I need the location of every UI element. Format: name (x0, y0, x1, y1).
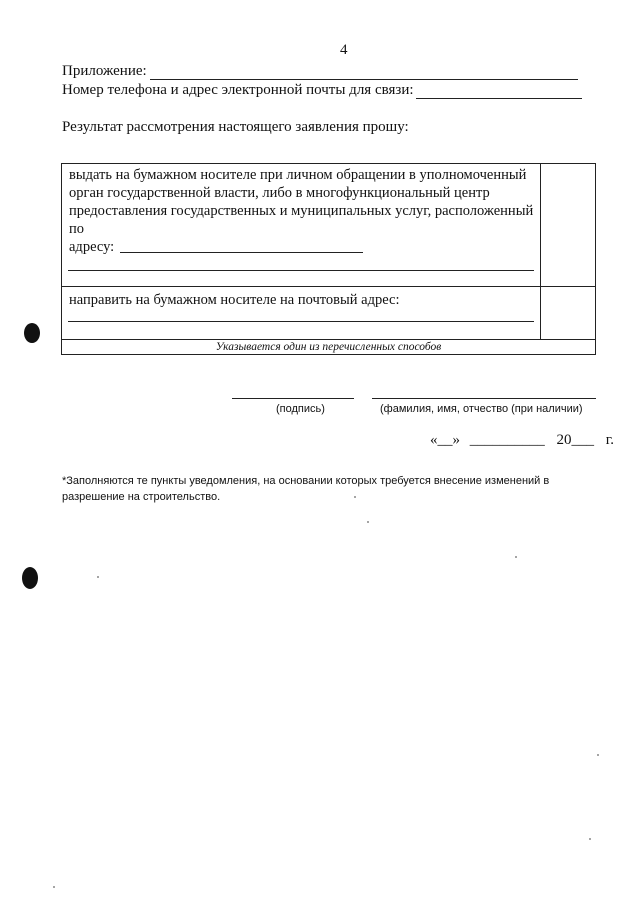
table-note-row (62, 340, 595, 355)
option-row-in-person (62, 164, 595, 287)
date-day-blank[interactable]: __ (437, 432, 453, 448)
date-year-blank[interactable]: ___ (571, 432, 594, 448)
scan-speck (515, 556, 517, 558)
option-mail-checkbox[interactable] (540, 287, 595, 339)
attachment-label: Приложение: (62, 63, 147, 79)
scan-speck (97, 576, 99, 578)
date-year-suffix: г. (605, 432, 614, 448)
delivery-options-table (61, 163, 596, 355)
date-month-blank[interactable]: __________ (469, 432, 545, 448)
page-number: 4 (340, 42, 348, 58)
address-field-line-1[interactable] (120, 252, 363, 253)
fio-caption: (фамилия, имя, отчество (при наличии) (380, 403, 583, 415)
contact-label: Номер телефона и адрес электронной почты для связи: (62, 82, 414, 98)
attachment-field-line[interactable] (150, 79, 578, 80)
date-year-prefix: 20 (556, 432, 572, 448)
scan-speck (354, 496, 356, 498)
scan-speck (53, 886, 55, 888)
scan-speck (589, 838, 591, 840)
option-row-mail (62, 287, 595, 340)
scan-speck (367, 521, 369, 523)
fio-line[interactable] (372, 398, 596, 399)
option-in-person-text (69, 166, 534, 256)
scan-speck (597, 754, 599, 756)
option-in-person-checkbox[interactable] (540, 164, 595, 286)
punch-hole-mark (24, 323, 40, 343)
mail-address-field-line[interactable] (68, 321, 534, 322)
option-in-person-description: выдать на бумажном носителе при личном обращении в уполномоченный орган государственной власти, либо в многофункциональный центр предоставления государственных и муниципальных услуг, расположенный по (69, 167, 534, 237)
option-mail-text: направить на бумажном носителе на почтовый адрес: (69, 292, 400, 308)
result-label: Результат рассмотрения настоящего заявления прошу: (62, 119, 409, 135)
table-note: Указывается один из перечисленных способов (215, 341, 442, 353)
footnote: *Заполняются те пункты уведомления, на основании которых требуется внесение изменений в разрешение на строительство. (62, 475, 550, 503)
date-open-quote: « (430, 432, 438, 448)
signature-caption: (подпись) (276, 403, 325, 415)
option-in-person-address-label: адресу: (69, 239, 115, 255)
signature-line[interactable] (232, 398, 354, 399)
punch-hole-mark (22, 567, 38, 589)
address-field-line-2[interactable] (68, 270, 534, 271)
date-line (430, 432, 614, 449)
contact-field-line[interactable] (416, 98, 582, 99)
date-close-quote: » (452, 432, 460, 448)
